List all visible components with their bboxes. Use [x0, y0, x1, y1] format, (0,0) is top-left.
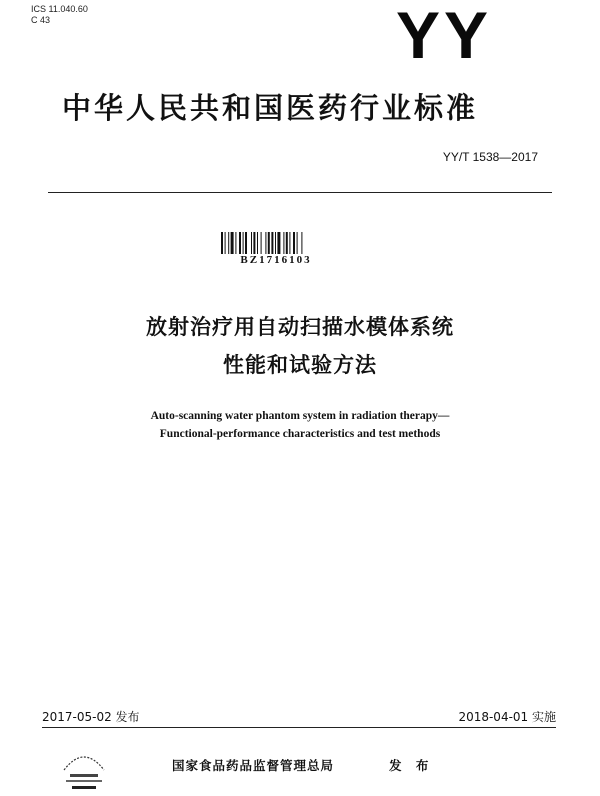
top-divider [48, 192, 552, 193]
emblem-seal-icon [56, 740, 112, 792]
title-english-line2: Functional-performance characteristics and test methods [159, 428, 441, 440]
barcode-number: BZ1716103 [240, 254, 312, 266]
implement-date: 2018-04-01 实施 [458, 710, 556, 724]
classification-codes [31, 4, 88, 26]
issue-label: 发 布 [389, 758, 434, 773]
title-english-line1: Auto-scanning water phantom system in radiation therapy— [150, 410, 450, 422]
standard-category: 中华人民共和国医药行业标准 [62, 91, 479, 125]
issuing-authority: 国家食品药品监督管理总局 [172, 758, 335, 773]
title-chinese-line1: 放射治疗用自动扫描水模体系统 [146, 315, 454, 339]
standard-mark: YY [396, 0, 493, 72]
ics-code: ICS 11.040.60 [31, 4, 88, 14]
standard-number: YY/T 1538—2017 [442, 150, 538, 164]
publish-date: 2017-05-02 发布 [42, 710, 140, 724]
bottom-divider [42, 727, 556, 728]
title-chinese-line2: 性能和试验方法 [223, 353, 377, 377]
barcode-image [221, 232, 331, 254]
ccs-code: C 43 [31, 15, 51, 25]
